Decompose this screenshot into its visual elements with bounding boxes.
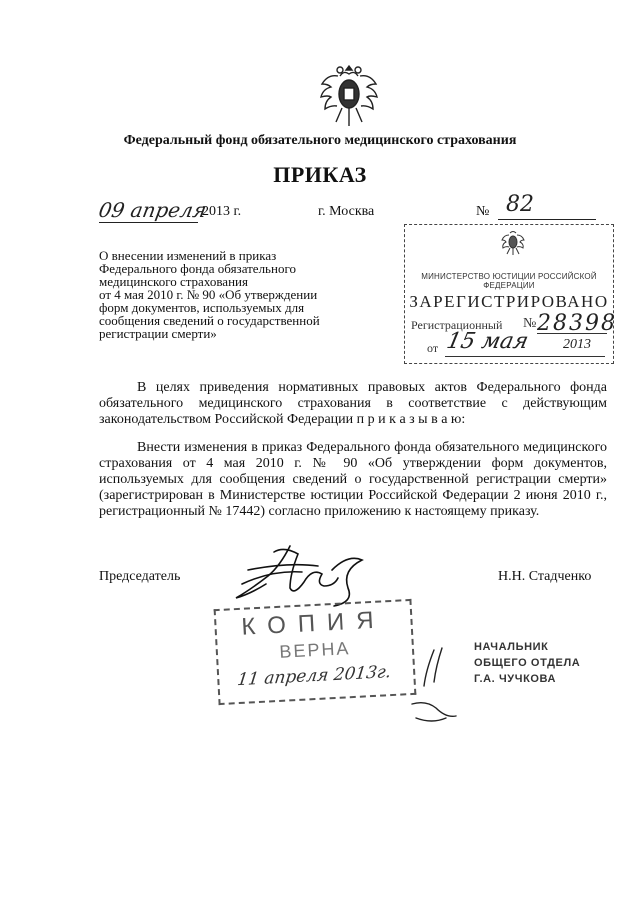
registration-number-underline: [537, 333, 607, 334]
subject-line: регистрации смерти»: [99, 326, 217, 341]
registration-year: 2013: [563, 337, 591, 352]
head-stamp-line: Г.А. ЧУЧКОВА: [474, 673, 557, 685]
copy-stamp-date: 11 апреля 2013г.: [236, 661, 393, 691]
department-head-stamp: [474, 639, 580, 687]
subject-line: О внесении изменений в приказ: [99, 248, 277, 263]
copy-stamp-title: КОПИЯ: [240, 606, 387, 641]
document-type-title: ПРИКАЗ: [273, 162, 367, 187]
small-eagle-emblem-icon: [501, 229, 525, 257]
subject-line: форм документов, используемых для: [99, 300, 305, 315]
signatory-position: Председатель: [99, 569, 181, 584]
registration-date-underline: [445, 356, 605, 357]
copy-stamp: [214, 599, 417, 705]
order-paragraph: Внести изменения в приказ Федерального фонда обязательного медицинского страхования от 4 мая 2010 г. № 90 «Об утверждении форм документов, используемых для сообщения сведений о государственной регистрации смерти» (зарегистрирован в Министерстве юстиции Российской Федерации 2 июня 2010 г., регистрационный № 17442) согласно приложению к настоящему приказу.: [99, 440, 607, 519]
number-underline: [498, 219, 596, 220]
registration-number-sign: №: [523, 316, 537, 331]
registration-number: 28398: [537, 311, 617, 336]
ministry-label: МИНИСТЕРСТВО ЮСТИЦИИ РОССИЙСКОЙ ФЕДЕРАЦИИ: [421, 272, 597, 290]
signatory-name: Н.Н. Стадченко: [498, 569, 592, 584]
registered-title: ЗАРЕГИСТРИРОВАНО: [409, 292, 609, 311]
handwritten-date: 09 апреля: [96, 198, 209, 222]
certifier-signature-icon: [404, 644, 460, 734]
registration-label: Регистрационный: [411, 318, 503, 332]
order-year: 2013 г.: [202, 204, 242, 219]
double-headed-eagle-emblem-icon: [318, 62, 380, 130]
number-sign: №: [476, 204, 490, 219]
order-subject: [99, 249, 353, 340]
preamble-paragraph: В целях приведения нормативных правовых актов Федерального фонда обязательного медицинского страхования в соответствие с действующим законодательством Российской Федерации п р и к а з ы в а ю:: [99, 380, 607, 427]
registration-date: 15 мая: [444, 329, 531, 354]
chairman-signature-icon: [228, 540, 388, 610]
registration-stamp: [404, 224, 617, 364]
head-stamp-line: НАЧАЛЬНИК: [474, 641, 549, 653]
date-underline: [99, 222, 198, 223]
subject-line: от 4 мая 2010 г. № 90 «Об утверждении: [99, 287, 318, 302]
subject-line: Федерального фонда обязательного: [99, 261, 296, 276]
subject-line: сообщения сведений о государственной: [99, 313, 320, 328]
head-stamp-line: ОБЩЕГО ОТДЕЛА: [474, 657, 581, 669]
registration-from-label: от: [427, 341, 439, 355]
order-city: г. Москва: [318, 204, 375, 219]
copy-stamp-subtitle: ВЕРНА: [278, 638, 351, 662]
organization-name: Федеральный фонд обязательного медицинского страхования: [123, 133, 517, 148]
handwritten-order-number: 82: [506, 192, 534, 217]
subject-line: медицинского страхования: [99, 274, 248, 289]
